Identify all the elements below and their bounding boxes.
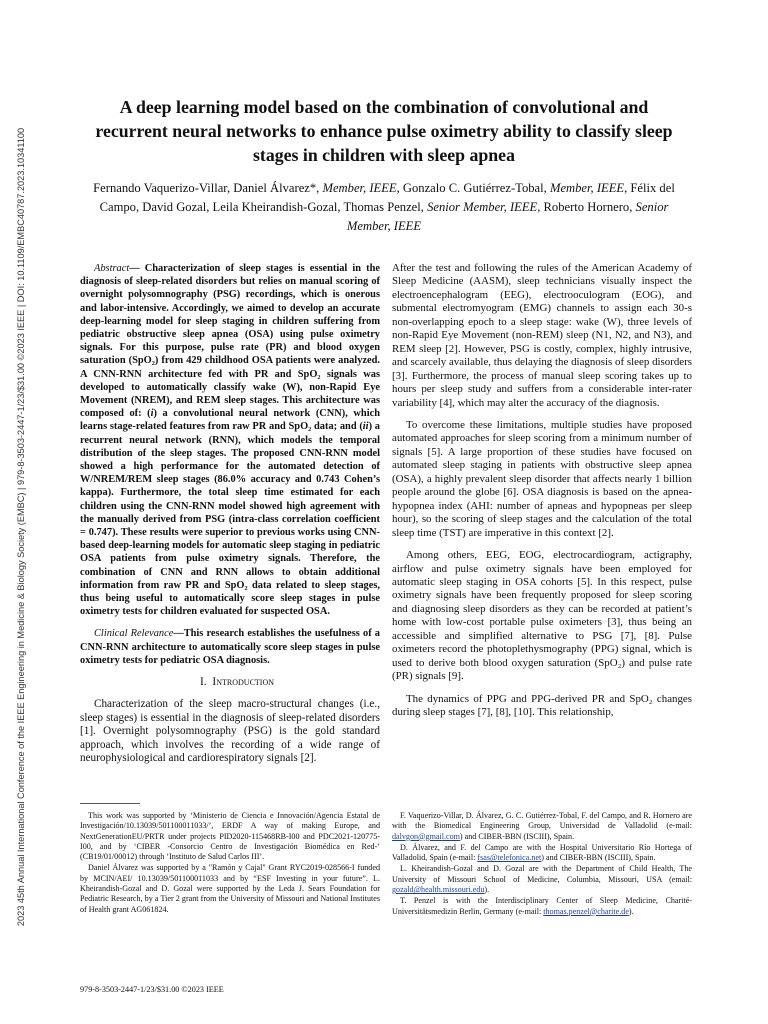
footnote: Daniel Álvarez was supported by a "Ramón y Cajal" Grant RYC2019-028566-I funded by MCIN/AEI/ 10.13039/501100011033 and by “ESF Investing in your future”. L. Kheirandish-Gozal and D. Gozal were supported by the Leda J. Sears Foundation for Pediatric Research, by a Tier 2 grant from the University of Missouri and National Institutes of Health grant AG061824.	[80, 863, 380, 914]
abstract-text: Characterization of sleep stages is essential in the diagnosis of sleep-related disorders but relies on manual scoring of overnight polysomnography (PSG) recordings, which is onerous and labor-intensive. Accordingly, we aimed to develop an accurate deep-learning model for sleep staging in children suffering from pediatric obstructive sleep apnea (OSA) using pulse oximetry signals. For this purpose, pulse rate (PR) and blood oxygen saturation (SpO₂) from 429 childhood OSA patients were analyzed. A CNN-RNN architecture fed with PR and SpO₂ signals was developed to automatically classify wake (W), non-Rapid Eye Movement (NREM), and REM sleep stages. This architecture was composed of: (	[80, 263, 380, 420]
clinical-relevance-paragraph	[80, 627, 380, 667]
paper-title: A deep learning model based on the combination of convolutional and recurrent neural networks to enhance pulse oximetry ability to classify sleep stages in children with sleep apnea	[95, 97, 673, 165]
abstract-paragraph	[80, 262, 380, 618]
author-names: , Félix del Campo, David Gozal, Leila Kheirandish-Gozal, Thomas Penzel,	[99, 181, 675, 214]
intro-paragraph: Characterization of the sleep macro-structural changes (i.e., sleep stages) is essential in the diagnosis of sleep-related disorders [1]. Overnight polysomnography (PSG) is the gold standard approach, which involves the recording of a wide range of neurophysiological and cardiorespiratory signals [2].	[80, 698, 380, 764]
right-column	[392, 262, 692, 729]
footnote-text: D. Álvarez, and F. del Campo are with the Hospital Universitario Río Hortega of Valladolid, Spain (e-mail:	[392, 842, 692, 863]
author-names: , Gonzalo C. Gutiérrez-Tobal,	[396, 181, 550, 195]
footnote-text: F. Vaquerizo-Villar, D. Álvarez, G. C. Gutiérrez-Tobal, F. del Campo, and R. Hornero are with the Biomedical Engineering Group, Universidad de Valladolid (e-mail:	[392, 811, 692, 831]
footnote-text: T. Penzel is with the Interdisciplinary Center of Sleep Medicine, Charité-Universitätsmedizin Berlin, Germany (e-mail:	[392, 896, 692, 916]
body-paragraph: The dynamics of PPG and PPG-derived PR and SpO₂ changes during sleep stages [7], [8], [10]. This relationship,	[392, 692, 692, 719]
section-number: I.	[199, 676, 207, 689]
clinical-relevance-text: —This research establishes the usefulness of a CNN-RNN architecture to automatically score sleep stages in pulse oximetry tests for pediatric OSA diagnosis.	[80, 628, 380, 666]
abstract-text: ) a recurrent neural network (RNN), which models the temporal distribution of the sleep stages. The proposed CNN-RNN model showed a high performance for the automated detection of W/NREM/REM sleep stages (86.0% accuracy and 0.743 Cohen’s kappa). Furthermore, the total sleep time estimated for each children using the CNN-RNN model showed high agreement with the manually derived from PSG (intra-class correlation coefficient = 0.747). These results were superior to previous works using CNN-based deep-learning models for automatic sleep staging in pediatric OSA patients from pulse oximetry signals. Therefore, the combination of CNN and RNN allows to obtain additional information from raw PR and SpO₂ data related to sleep stages, thus being useful to automatically score sleep stages in pulse oximetry tests for children evaluated for suspected OSA.	[80, 421, 380, 618]
doi-sidebar-text: 2023 45th Annual International Conference of the IEEE Engineering in Medicine & Biology Society (EMBC) | 979-8-3503-2447-1/23/$31.00 ©2023 IEEE | DOI: 10.1109/EMBC40787.2023.10341100	[16, 127, 26, 927]
author-names: , Roberto Hornero,	[537, 200, 636, 214]
abstract-enum: i	[150, 408, 154, 420]
footnote-text: ) and CIBER-BBN (ISCIII), Spain.	[541, 853, 656, 863]
email-link[interactable]: dalvgon@gmail.com	[392, 831, 460, 841]
footnote-text: ).	[628, 906, 634, 916]
body-paragraph: After the test and following the rules of the American Academy of Sleep Medicine (AASM), sleep technicians visually inspect the electroencephalogram (EEG), electrooculogram (EOG), and submental electromyogram (EMG) channels to assign each 30-s non-overlapping epoch to a sleep stage: wake (W), three levels of non-Rapid Eye Movement (non-REM) sleep (N1, N2, and N3), and REM sleep [2]. However, PSG is costly, complex, highly intrusive, and scarcely available, thus delaying the diagnosis of sleep disorders [3]. Furthermore, the process of manual sleep scoring takes up to hours per sleep study and suffers from a considerable inter-rater variability [4], which may alter the accuracy of the diagnosis.	[392, 262, 692, 409]
footnotes-affiliations	[392, 811, 692, 918]
footnote	[392, 843, 692, 864]
footnote-text: ).	[484, 885, 490, 895]
body-paragraph: Among others, EEG, EOG, electrocardiogram, actigraphy, airflow and pulse oximetry signals have been employed for automatic sleep staging in OSA cohorts [5]. In this respect, pulse oximetry signals have been frequently proposed for sleep scoring and diagnosing sleep disorders as they can be recorded at patient’s home with low-cost portable pulse oximeters [3], thus being an accessible and simplified alternative to PSG [7], [8]. Pulse oximeters record the photoplethysmography (PPG) signal, which is used to derive both blood oxygen saturation (SpO₂) and pulse rate (PR) signals [9].	[392, 549, 692, 683]
doi-sidebar	[8, 92, 34, 962]
footnote-text: ) and CIBER-BBN (ISCIII), Spain.	[459, 831, 575, 841]
footnote: This work was supported by ‘Ministerio de Ciencia e Innovación/Agencia Estatal de Investigación/10.13039/501100011033/’, ERDF A way of making Europe, and NextGenerationEU/PRTR under projects PID2020-115468RB-I00 and PDC2021-120775-I00, and by ‘CIBER -Consorcio Centro de Investigación Biomédica en Red-’ (CB19/01/00012) through ‘Instituto de Salud Carlos III’.	[80, 811, 380, 862]
footnote-text: L. Kheirandish-Gozal and D. Gozal are with the Department of Child Health, The University of Missouri School of Medicine, Columbia, Missouri, USA (email:	[392, 864, 692, 884]
author-role: Senior Member, IEEE	[346, 200, 669, 233]
author-list	[90, 179, 678, 236]
abstract-enum: ii	[362, 421, 369, 433]
footnotes-funding	[80, 811, 380, 916]
email-link[interactable]: gozald@health.missouri.edu	[392, 885, 485, 895]
author-names: Fernando Vaquerizo-Villar, Daniel Álvarez*,	[93, 181, 323, 195]
footnote	[392, 896, 692, 917]
footnote	[392, 864, 692, 895]
author-role: Member, IEEE	[549, 181, 625, 195]
abstract-label: Abstract	[94, 263, 130, 274]
copyright-line: 979-8-3503-2447-1/23/$31.00 ©2023 IEEE	[80, 985, 224, 994]
email-link[interactable]: thomas.penzel@charite.de	[543, 906, 629, 916]
author-role: Senior Member, IEEE	[427, 200, 538, 214]
footnote-rule	[80, 803, 140, 804]
section-title: Introduction	[212, 676, 275, 689]
author-role: Member, IEEE	[322, 181, 397, 195]
email-link[interactable]: fsas@telefonica.net	[477, 853, 542, 863]
left-column	[80, 262, 380, 774]
footnote	[392, 811, 692, 842]
clinical-relevance-label: Clinical Relevance	[94, 628, 174, 640]
body-paragraph: To overcome these limitations, multiple studies have proposed automated approaches for sleep scoring from a minimum number of signals [5]. A large proportion of these studies have focused on automated sleep staging in patients with obstructive sleep apnea (OSA), a highly prevalent sleep disorder that affects nearly 1 billion people around the globe [6]. OSA diagnosis is based on the apnea-hypopnea index (AHI: number of apneas and hypopneas per sleep hour), so the scoring of sleep stages and the calculation of the total sleep time (TST) are imperative in this context [2].	[392, 418, 692, 539]
abstract-text: ) a convolutional neural network (CNN), which learns stage-related features from raw PR and SpO₂ data; and (	[80, 408, 380, 433]
abstract-dash: —	[129, 263, 145, 274]
section-heading	[80, 676, 380, 689]
